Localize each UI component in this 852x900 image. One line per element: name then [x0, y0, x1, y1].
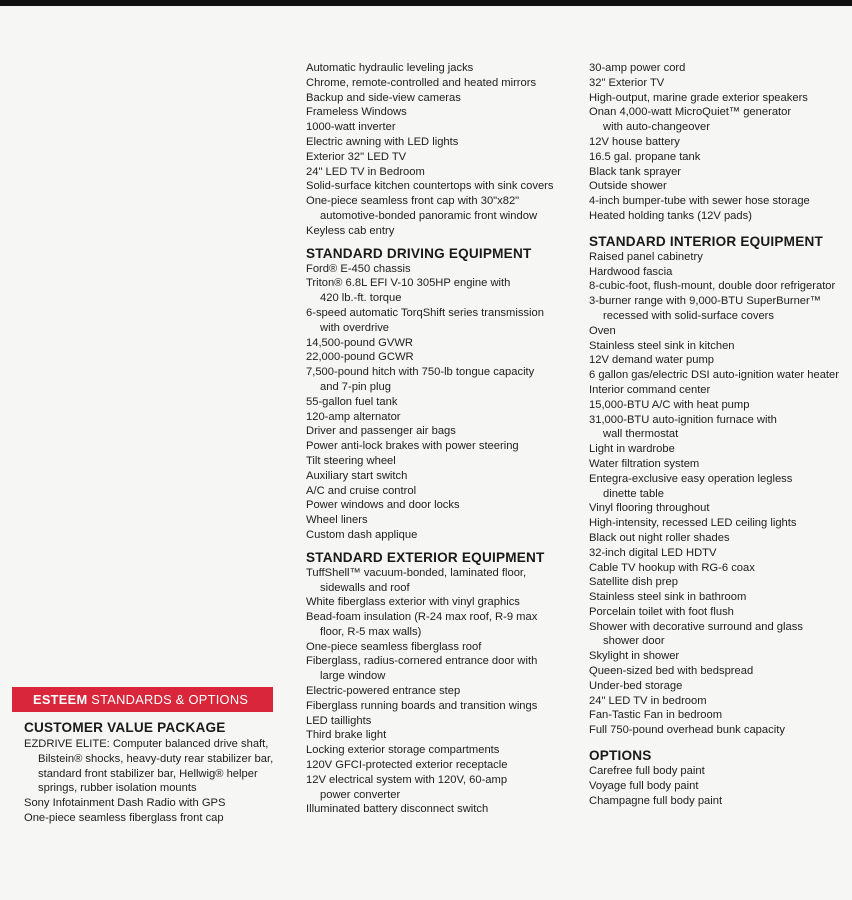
list-item: [306, 276, 576, 306]
list-item: [589, 794, 851, 809]
list-item: [306, 350, 576, 365]
item-continuation: Bilstein® shocks, heavy-duty rear stabilizer bar,: [38, 752, 274, 765]
list-item: [589, 457, 851, 472]
options-list: [589, 764, 851, 808]
item-text: Champagne full body paint: [589, 794, 723, 807]
item-continuation: dinette table: [603, 487, 664, 500]
item-text: 8-cubic-foot, flush-mount, double door refrigerator: [589, 280, 836, 293]
list-item: [306, 773, 576, 803]
customer-value-list: [24, 737, 294, 826]
item-text: Onan 4,000-watt MicroQuiet™ generator: [589, 106, 792, 119]
item-text: Power windows and door locks: [306, 499, 460, 512]
item-text: Porcelain toilet with foot flush: [589, 605, 734, 618]
standards-options-banner: [12, 687, 273, 712]
list-item: [306, 610, 576, 640]
item-text: Driver and passenger air bags: [306, 425, 456, 438]
list-item: [589, 368, 851, 383]
list-item: [306, 498, 576, 513]
list-item: [589, 575, 851, 590]
item-text: Solid-surface kitchen countertops with sink covers: [306, 180, 554, 193]
list-item: [589, 76, 851, 91]
list-item: [589, 413, 851, 443]
list-item: [306, 365, 576, 395]
item-continuation: 420 lb.-ft. torque: [320, 292, 402, 305]
item-continuation: standard front stabilizer bar, Hellwig® helper: [38, 767, 258, 780]
list-item: [589, 61, 851, 76]
item-text: LED taillights: [306, 714, 372, 727]
list-item: [306, 743, 576, 758]
banner-title: STANDARDS & OPTIONS: [87, 692, 249, 707]
list-item: [306, 105, 576, 120]
list-item: [306, 135, 576, 150]
exterior-equipment-heading: STANDARD EXTERIOR EQUIPMENT: [306, 549, 545, 565]
banner-brand: ESTEEM: [33, 692, 88, 707]
list-item: [589, 194, 851, 209]
item-text: 32-inch digital LED HDTV: [589, 546, 717, 559]
item-text: Queen-sized bed with bedspread: [589, 665, 754, 678]
item-continuation: power converter: [320, 788, 401, 801]
item-continuation: automotive-bonded panoramic front window: [320, 209, 538, 222]
item-text: 55-gallon fuel tank: [306, 395, 398, 408]
list-item: [589, 590, 851, 605]
list-item: [589, 324, 851, 339]
list-item: [306, 91, 576, 106]
item-text: Exterior 32" LED TV: [306, 150, 407, 163]
item-text: Frameless Windows: [306, 106, 407, 119]
item-text: 12V demand water pump: [589, 354, 715, 367]
list-item: [589, 708, 851, 723]
list-item: [589, 649, 851, 664]
item-text: Electric-powered entrance step: [306, 685, 461, 698]
list-item: [306, 76, 576, 91]
item-text: Black tank sprayer: [589, 165, 682, 178]
item-text: 3-burner range with 9,000-BTU SuperBurner™: [589, 295, 821, 308]
list-item: [306, 513, 576, 528]
item-text: 6-speed automatic TorqShift series transmission: [306, 306, 544, 319]
item-text: 15,000-BTU A/C with heat pump: [589, 398, 750, 411]
item-text: Fiberglass, radius-cornered entrance door with: [306, 655, 538, 668]
item-text: Electric awning with LED lights: [306, 135, 459, 148]
list-item: [306, 802, 576, 817]
list-item: [589, 531, 851, 546]
item-text: Vinyl flooring throughout: [589, 502, 710, 515]
list-item: [306, 262, 576, 277]
item-text: White fiberglass exterior with vinyl graphics: [306, 596, 520, 609]
item-text: Oven: [589, 324, 616, 337]
customer-value-package: [24, 720, 294, 826]
item-text: Chrome, remote-controlled and heated mirrors: [306, 76, 537, 89]
item-text: Satellite dish prep: [589, 576, 678, 589]
list-item: [589, 279, 851, 294]
item-text: Water filtration system: [589, 457, 700, 470]
exterior-features-list: [589, 61, 851, 224]
list-item: [306, 424, 576, 439]
item-text: Skylight in shower: [589, 650, 680, 663]
item-text: 7,500-pound hitch with 750-lb tongue capacity: [306, 366, 535, 379]
item-continuation: shower door: [603, 635, 665, 648]
item-text: Outside shower: [589, 180, 667, 193]
item-continuation: floor, R-5 max walls): [320, 625, 422, 638]
item-text: Auxiliary start switch: [306, 469, 408, 482]
list-item: [306, 566, 576, 596]
item-text: TuffShell™ vacuum-bonded, laminated floor,: [306, 566, 527, 579]
list-item: [589, 294, 851, 324]
list-item: [589, 179, 851, 194]
list-item: [589, 150, 851, 165]
item-text: 120-amp alternator: [306, 410, 401, 423]
item-text: Power anti-lock brakes with power steering: [306, 440, 519, 453]
list-item: [589, 91, 851, 106]
list-item: [306, 61, 576, 76]
list-item: [589, 764, 851, 779]
list-item: [589, 516, 851, 531]
item-text: Tilt steering wheel: [306, 454, 396, 467]
item-text: Stainless steel sink in bathroom: [589, 591, 747, 604]
list-item: [589, 105, 851, 135]
list-item: [306, 469, 576, 484]
item-text: Wheel liners: [306, 514, 368, 527]
item-text: Automatic hydraulic leveling jacks: [306, 62, 474, 74]
item-text: Ford® E-450 chassis: [306, 262, 411, 275]
item-continuation: large window: [320, 670, 386, 683]
item-text: Third brake light: [306, 729, 387, 742]
item-text: A/C and cruise control: [306, 484, 417, 497]
item-text: One-piece seamless fiberglass front cap: [24, 811, 224, 824]
item-continuation: and 7-pin plug: [320, 380, 391, 393]
item-continuation: with overdrive: [320, 321, 390, 334]
list-item: [589, 605, 851, 620]
list-item: [589, 265, 851, 280]
list-item: [306, 654, 576, 684]
list-item: [306, 714, 576, 729]
item-text: Stainless steel sink in kitchen: [589, 339, 735, 352]
list-item: [589, 339, 851, 354]
list-item: [589, 165, 851, 180]
item-text: Interior command center: [589, 383, 711, 396]
item-text: Carefree full body paint: [589, 765, 705, 778]
item-text: 16.5 gal. propane tank: [589, 150, 701, 163]
list-item: [589, 561, 851, 576]
item-text: 14,500-pound GVWR: [306, 336, 413, 349]
list-item: [306, 410, 576, 425]
item-text: Full 750-pound overhead bunk capacity: [589, 724, 785, 737]
item-text: Keyless cab entry: [306, 224, 395, 237]
item-text: Raised panel cabinetry: [589, 250, 703, 263]
item-text: High-intensity, recessed LED ceiling lights: [589, 517, 797, 530]
list-item: [589, 442, 851, 457]
item-text: High-output, marine grade exterior speakers: [589, 91, 808, 104]
item-text: Custom dash applique: [306, 528, 418, 541]
item-text: 120V GFCI-protected exterior receptacle: [306, 759, 508, 772]
list-item: [306, 758, 576, 773]
item-text: 12V house battery: [589, 135, 680, 148]
list-item: [306, 595, 576, 610]
item-continuation: sidewalls and roof: [320, 581, 410, 594]
item-continuation: with auto-changeover: [603, 121, 710, 134]
item-text: Under-bed storage: [589, 679, 683, 692]
item-text: Locking exterior storage compartments: [306, 744, 500, 757]
list-item: [24, 796, 294, 811]
item-text: Illuminated battery disconnect switch: [306, 803, 489, 816]
list-item: [306, 684, 576, 699]
column-left-specs: [306, 61, 576, 817]
list-item: [306, 484, 576, 499]
list-item: [306, 194, 576, 224]
list-item: [589, 383, 851, 398]
list-item: [589, 501, 851, 516]
item-text: Bead-foam insulation (R-24 max roof, R-9 max: [306, 611, 538, 624]
list-item: [306, 336, 576, 351]
driving-equipment-list: [306, 262, 576, 543]
item-text: 24" LED TV in bedroom: [589, 694, 707, 707]
item-text: 4-inch bumper-tube with sewer hose storage: [589, 195, 810, 208]
list-item: [306, 395, 576, 410]
list-item: [306, 439, 576, 454]
list-item: [589, 723, 851, 738]
item-continuation: springs, rubber isolation mounts: [38, 782, 197, 795]
list-item: [306, 120, 576, 135]
item-text: Shower with decorative surround and glass: [589, 620, 803, 633]
list-item: [589, 472, 851, 502]
list-item: [589, 694, 851, 709]
item-text: Fiberglass running boards and transition wings: [306, 699, 538, 712]
item-text: Backup and side-view cameras: [306, 91, 461, 104]
item-text: 32" Exterior TV: [589, 76, 665, 89]
item-continuation: recessed with solid-surface covers: [603, 309, 774, 322]
list-item: [24, 737, 294, 796]
item-text: 24" LED TV in Bedroom: [306, 165, 425, 178]
item-text: 12V electrical system with 120V, 60-amp: [306, 773, 508, 786]
item-text: Heated holding tanks (12V pads): [589, 209, 752, 222]
column-right-specs: [589, 61, 851, 808]
list-item: [306, 165, 576, 180]
customer-value-heading: CUSTOMER VALUE PACKAGE: [24, 720, 226, 735]
list-item: [306, 179, 576, 194]
item-text: Triton® 6.8L EFI V-10 305HP engine with: [306, 277, 511, 290]
list-item: [306, 699, 576, 714]
list-item: [589, 398, 851, 413]
exterior-equipment-list: [306, 566, 576, 818]
item-text: EZDRIVE ELITE: Computer balanced drive shaft,: [24, 738, 269, 750]
list-item: [306, 306, 576, 336]
item-text: Black out night roller shades: [589, 531, 730, 544]
list-item: [306, 150, 576, 165]
item-text: 6 gallon gas/electric DSI auto-ignition water heater: [589, 369, 839, 382]
item-continuation: wall thermostat: [603, 428, 679, 441]
list-item: [589, 620, 851, 650]
list-item: [589, 679, 851, 694]
interior-equipment-list: [589, 250, 851, 738]
item-text: Entegra-exclusive easy operation legless: [589, 472, 793, 485]
interior-equipment-heading: STANDARD INTERIOR EQUIPMENT: [589, 233, 823, 249]
driving-equipment-heading: STANDARD DRIVING EQUIPMENT: [306, 245, 532, 261]
item-text: 30-amp power cord: [589, 62, 686, 74]
list-item: [589, 250, 851, 265]
item-text: Sony Infotainment Dash Radio with GPS: [24, 797, 226, 810]
general-items-list: [306, 61, 576, 239]
item-text: One-piece seamless fiberglass roof: [306, 640, 482, 653]
item-text: Fan-Tastic Fan in bedroom: [589, 709, 723, 722]
list-item: [589, 353, 851, 368]
list-item: [306, 454, 576, 469]
item-text: 1000-watt inverter: [306, 121, 396, 134]
item-text: Voyage full body paint: [589, 779, 699, 792]
item-text: Hardwood fascia: [589, 265, 673, 278]
item-text: Light in wardrobe: [589, 443, 675, 456]
options-heading: OPTIONS: [589, 748, 652, 764]
list-item: [306, 728, 576, 743]
item-text: Cable TV hookup with RG-6 coax: [589, 561, 755, 574]
list-item: [306, 528, 576, 543]
list-item: [589, 664, 851, 679]
list-item: [306, 224, 576, 239]
list-item: [589, 779, 851, 794]
item-text: 22,000-pound GCWR: [306, 351, 414, 364]
item-text: One-piece seamless front cap with 30"x82": [306, 195, 520, 208]
list-item: [589, 135, 851, 150]
top-rule: [0, 0, 852, 6]
list-item: [589, 546, 851, 561]
item-text: 31,000-BTU auto-ignition furnace with: [589, 413, 777, 426]
list-item: [306, 640, 576, 655]
list-item: [24, 811, 294, 826]
list-item: [589, 209, 851, 224]
